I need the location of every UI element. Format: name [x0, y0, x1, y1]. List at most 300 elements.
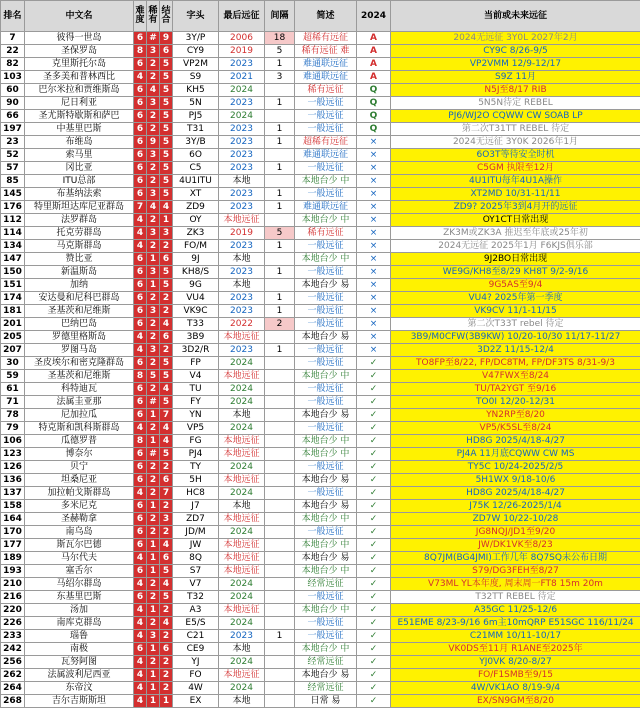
cell-rank: 123 — [1, 448, 25, 461]
cell-name: 南乌岛 — [25, 526, 134, 539]
cell-summary: 一般远征 — [295, 383, 357, 396]
cell-rank: 30 — [1, 357, 25, 370]
cell-name: 圣赫勒拿 — [25, 513, 134, 526]
cell-current-future: VP5/K5SL至8/24 — [391, 422, 640, 435]
cell-2024-mark: Q — [357, 110, 391, 123]
cell-summary: 本地台少 中 — [295, 214, 357, 227]
cell-rarity: 2 — [147, 357, 160, 370]
table-row — [1, 188, 640, 201]
table-row — [1, 357, 640, 370]
cell-summary: 本地台少 中 — [295, 175, 357, 188]
cell-2024-mark: ✓ — [357, 474, 391, 487]
cell-prefix: FP — [173, 357, 219, 370]
header-prefix: 字头 — [173, 1, 219, 32]
cell-difficulty: 6 — [134, 643, 147, 656]
cell-rank: 176 — [1, 201, 25, 214]
cell-interval — [265, 500, 295, 513]
cell-current-future: 2024无远征 3Y0K 2026年1月 — [391, 136, 640, 149]
cell-last-dxpedition: 2024 — [219, 656, 265, 669]
cell-summary: 一般远征 — [295, 487, 357, 500]
cell-rarity: 1 — [147, 565, 160, 578]
cell-2024-mark: × — [357, 292, 391, 305]
cell-2024-mark: A — [357, 71, 391, 84]
cell-last-dxpedition: 2024 — [219, 526, 265, 539]
cell-name: 圣保罗岛 — [25, 45, 134, 58]
cell-prefix: KH5 — [173, 84, 219, 97]
cell-rank: 242 — [1, 643, 25, 656]
cell-prefix: CE9 — [173, 643, 219, 656]
cell-current-future: ZD9? 2025年3到4月开的远征 — [391, 201, 640, 214]
cell-last-dxpedition: 本地远征 — [219, 331, 265, 344]
cell-rank: 136 — [1, 474, 25, 487]
cell-name: 圣基茨和尼维斯 — [25, 370, 134, 383]
table-row — [1, 253, 640, 266]
cell-prefix: 9J — [173, 253, 219, 266]
cell-combined: 5 — [160, 110, 173, 123]
header-last-dxpedition: 最后远征 — [219, 1, 265, 32]
cell-2024-mark: × — [357, 175, 391, 188]
cell-rarity: 1 — [147, 500, 160, 513]
cell-current-future: J75K 12/26-2025/1/4 — [391, 500, 640, 513]
cell-2024-mark: × — [357, 253, 391, 266]
cell-rank: 57 — [1, 162, 25, 175]
cell-interval — [265, 383, 295, 396]
cell-current-future: S79/DG3FEH至8/27 — [391, 565, 640, 578]
cell-prefix: TU — [173, 383, 219, 396]
cell-summary: 一般远征 — [295, 344, 357, 357]
cell-interval — [265, 110, 295, 123]
cell-current-future: CY9C 8/26-9/5 — [391, 45, 640, 58]
cell-rarity: 5 — [147, 370, 160, 383]
table-row — [1, 578, 640, 591]
cell-interval: 1 — [265, 240, 295, 253]
cell-last-dxpedition: 2023 — [219, 292, 265, 305]
cell-prefix: YJ — [173, 656, 219, 669]
cell-combined: 7 — [160, 409, 173, 422]
cell-difficulty: 6 — [134, 97, 147, 110]
table-row — [1, 279, 640, 292]
cell-2024-mark: × — [357, 305, 391, 318]
cell-rank: 71 — [1, 396, 25, 409]
cell-difficulty: 6 — [134, 526, 147, 539]
cell-rarity: 2 — [147, 110, 160, 123]
cell-2024-mark: ✓ — [357, 682, 391, 695]
cell-difficulty: 6 — [134, 149, 147, 162]
header-rarity: 稀有 — [147, 1, 160, 32]
cell-prefix: FG — [173, 435, 219, 448]
cell-summary: 本地台少 易 — [295, 500, 357, 513]
cell-interval: 5 — [265, 227, 295, 240]
table-row — [1, 604, 640, 617]
cell-rank: 78 — [1, 409, 25, 422]
cell-combined: 5 — [160, 370, 173, 383]
cell-name: 法罗群岛 — [25, 214, 134, 227]
cell-rank: 106 — [1, 435, 25, 448]
cell-last-dxpedition: 2023 — [219, 58, 265, 71]
cell-summary: 难通联远征 — [295, 149, 357, 162]
cell-name: 索马里 — [25, 149, 134, 162]
cell-difficulty: 6 — [134, 409, 147, 422]
cell-name: 尼加拉瓜 — [25, 409, 134, 422]
cell-combined: 5 — [160, 188, 173, 201]
cell-difficulty: 8 — [134, 370, 147, 383]
table-row — [1, 565, 640, 578]
cell-name: 科特迪瓦 — [25, 383, 134, 396]
cell-name: 圣多美和普林西比 — [25, 71, 134, 84]
cell-name: 加纳 — [25, 279, 134, 292]
table-row — [1, 591, 640, 604]
cell-last-dxpedition: 2024 — [219, 591, 265, 604]
cell-prefix: 5H — [173, 474, 219, 487]
cell-rarity: 2 — [147, 422, 160, 435]
cell-summary: 一般远征 — [295, 292, 357, 305]
table-row — [1, 695, 640, 708]
cell-rarity: 2 — [147, 383, 160, 396]
cell-difficulty: 6 — [134, 123, 147, 136]
cell-rarity: 1 — [147, 604, 160, 617]
cell-summary: 一般远征 — [295, 110, 357, 123]
cell-summary: 一般远征 — [295, 422, 357, 435]
cell-difficulty: 4 — [134, 552, 147, 565]
cell-current-future: JW/DK1VK至8/23 — [391, 539, 640, 552]
cell-rank: 262 — [1, 669, 25, 682]
cell-current-future: V73ML YL本年度, 周末周一FT8 15m 20m — [391, 578, 640, 591]
cell-name: 吉尔吉斯斯坦 — [25, 695, 134, 708]
cell-difficulty: 4 — [134, 344, 147, 357]
cell-prefix: 8Q — [173, 552, 219, 565]
cell-2024-mark: ✓ — [357, 695, 391, 708]
cell-prefix: S7 — [173, 565, 219, 578]
cell-difficulty: 6 — [134, 58, 147, 71]
cell-rank: 103 — [1, 71, 25, 84]
cell-rank: 112 — [1, 214, 25, 227]
cell-summary: 本地台少 中 — [295, 448, 357, 461]
cell-name: 塞舌尔 — [25, 565, 134, 578]
cell-2024-mark: ✓ — [357, 630, 391, 643]
cell-prefix: V7 — [173, 578, 219, 591]
cell-difficulty: 6 — [134, 474, 147, 487]
cell-rank: 216 — [1, 591, 25, 604]
cell-interval — [265, 409, 295, 422]
cell-rank: 147 — [1, 253, 25, 266]
cell-interval — [265, 149, 295, 162]
cell-last-dxpedition: 2023 — [219, 149, 265, 162]
cell-combined: 5 — [160, 84, 173, 97]
cell-difficulty: 4 — [134, 695, 147, 708]
cell-difficulty: 4 — [134, 227, 147, 240]
cell-interval — [265, 617, 295, 630]
cell-rank: 134 — [1, 240, 25, 253]
cell-rarity: 2 — [147, 578, 160, 591]
cell-2024-mark: ✓ — [357, 383, 391, 396]
cell-prefix: XT — [173, 188, 219, 201]
cell-2024-mark: ✓ — [357, 669, 391, 682]
cell-prefix: 4U1ITU — [173, 175, 219, 188]
cell-name: 尼日利亚 — [25, 97, 134, 110]
cell-rarity: 2 — [147, 656, 160, 669]
cell-rank: 151 — [1, 279, 25, 292]
cell-prefix: EX — [173, 695, 219, 708]
cell-rank: 137 — [1, 487, 25, 500]
cell-2024-mark: ✓ — [357, 461, 391, 474]
cell-interval — [265, 331, 295, 344]
cell-difficulty: 6 — [134, 175, 147, 188]
cell-2024-mark: A — [357, 45, 391, 58]
cell-interval — [265, 539, 295, 552]
cell-interval: 1 — [265, 344, 295, 357]
cell-interval — [265, 604, 295, 617]
cell-difficulty: 6 — [134, 396, 147, 409]
cell-2024-mark: × — [357, 240, 391, 253]
cell-last-dxpedition: 本地远征 — [219, 448, 265, 461]
cell-combined: 4 — [160, 422, 173, 435]
table-row — [1, 240, 640, 253]
cell-interval — [265, 513, 295, 526]
cell-summary: 本地台少 中 — [295, 253, 357, 266]
cell-rarity: 2 — [147, 591, 160, 604]
cell-difficulty: 6 — [134, 383, 147, 396]
cell-rarity: 3 — [147, 227, 160, 240]
cell-rarity: 2 — [147, 162, 160, 175]
cell-rarity: 3 — [147, 344, 160, 357]
cell-combined: 6 — [160, 45, 173, 58]
cell-rank: 7 — [1, 32, 25, 45]
table-row — [1, 344, 640, 357]
cell-last-dxpedition: 本地 — [219, 175, 265, 188]
cell-name: 加拉帕戈斯群岛 — [25, 487, 134, 500]
cell-current-future: C21MM 10/11-10/17 — [391, 630, 640, 643]
cell-name: 贝宁 — [25, 461, 134, 474]
table-row — [1, 227, 640, 240]
cell-interval — [265, 422, 295, 435]
cell-difficulty: 6 — [134, 279, 147, 292]
cell-difficulty: 6 — [134, 292, 147, 305]
cell-combined: 2 — [160, 240, 173, 253]
cell-combined: 4 — [160, 318, 173, 331]
cell-rarity: 2 — [147, 513, 160, 526]
cell-current-future: ZD7W 10/22-10/28 — [391, 513, 640, 526]
header-current-future: 当前或未来远征 — [391, 1, 640, 32]
cell-combined: 4 — [160, 617, 173, 630]
cell-prefix: VP2M — [173, 58, 219, 71]
cell-rank: 82 — [1, 58, 25, 71]
cell-combined: 3 — [160, 227, 173, 240]
cell-difficulty: 4 — [134, 240, 147, 253]
cell-current-future: TO0I 12/20-12/31 — [391, 396, 640, 409]
cell-last-dxpedition: 本地远征 — [219, 435, 265, 448]
table-row — [1, 175, 640, 188]
cell-rank: 174 — [1, 292, 25, 305]
table-row — [1, 682, 640, 695]
cell-name: 圣皮埃尔和密克隆群岛 — [25, 357, 134, 370]
cell-combined: 1 — [160, 214, 173, 227]
cell-name: 东基里巴斯 — [25, 591, 134, 604]
cell-name: 特克斯和凯科斯群岛 — [25, 422, 134, 435]
cell-rarity: 2 — [147, 474, 160, 487]
cell-last-dxpedition: 2023 — [219, 201, 265, 214]
cell-combined: 2 — [160, 292, 173, 305]
cell-rank: 207 — [1, 344, 25, 357]
cell-interval — [265, 396, 295, 409]
cell-rarity: 3 — [147, 97, 160, 110]
cell-summary: 一般远征 — [295, 630, 357, 643]
cell-combined: 5 — [160, 162, 173, 175]
cell-current-future: FO/F1SMB至9/15 — [391, 669, 640, 682]
cell-difficulty: 6 — [134, 461, 147, 474]
cell-prefix: KH8/S — [173, 266, 219, 279]
cell-current-future: E51EME 8/23-9/16 6m主10mQRP E51SGC 116/11/24 — [391, 617, 640, 630]
cell-rarity: 2 — [147, 487, 160, 500]
cell-rank: 22 — [1, 45, 25, 58]
cell-difficulty: 6 — [134, 357, 147, 370]
table-row — [1, 123, 640, 136]
cell-2024-mark: × — [357, 331, 391, 344]
cell-difficulty: 4 — [134, 422, 147, 435]
cell-2024-mark: ✓ — [357, 565, 391, 578]
cell-prefix: 3B9 — [173, 331, 219, 344]
table-row — [1, 370, 640, 383]
cell-rarity: 2 — [147, 617, 160, 630]
cell-2024-mark: Q — [357, 84, 391, 97]
table-row — [1, 97, 640, 110]
cell-last-dxpedition: 2023 — [219, 162, 265, 175]
cell-interval — [265, 552, 295, 565]
cell-summary: 经常远征 — [295, 578, 357, 591]
cell-summary: 一般远征 — [295, 240, 357, 253]
cell-last-dxpedition: 2021 — [219, 71, 265, 84]
table-row — [1, 71, 640, 84]
cell-summary: 难通联远征 — [295, 201, 357, 214]
table-row — [1, 643, 640, 656]
cell-current-future: TY5C 10/24-2025/2/5 — [391, 461, 640, 474]
cell-summary: 一般远征 — [295, 266, 357, 279]
cell-2024-mark: × — [357, 214, 391, 227]
cell-rank: 60 — [1, 84, 25, 97]
cell-rarity: 2 — [147, 58, 160, 71]
cell-interval — [265, 84, 295, 97]
cell-interval — [265, 448, 295, 461]
cell-2024-mark: ✓ — [357, 500, 391, 513]
table-row — [1, 669, 640, 682]
cell-2024-mark: ✓ — [357, 357, 391, 370]
cell-prefix: HC8 — [173, 487, 219, 500]
cell-difficulty: 4 — [134, 669, 147, 682]
cell-current-future: PJ4A 11月底CQWW CW MS — [391, 448, 640, 461]
cell-prefix: PJ5 — [173, 110, 219, 123]
cell-current-future: XT2MD 10/31-11/11 — [391, 188, 640, 201]
cell-last-dxpedition: 本地 — [219, 500, 265, 513]
cell-rank: 197 — [1, 123, 25, 136]
cell-combined: 2 — [160, 500, 173, 513]
cell-difficulty: 6 — [134, 500, 147, 513]
cell-difficulty: 6 — [134, 591, 147, 604]
table-row — [1, 474, 640, 487]
cell-interval — [265, 565, 295, 578]
cell-combined: 5 — [160, 71, 173, 84]
cell-last-dxpedition: 2023 — [219, 305, 265, 318]
cell-summary: 本地台少 易 — [295, 669, 357, 682]
cell-combined: 5 — [160, 136, 173, 149]
cell-current-future: TO8FP至8/22, FP/DC8TM, FP/DF3TS 8/31-9/3 — [391, 357, 640, 370]
cell-name: 赞比亚 — [25, 253, 134, 266]
cell-combined: 2 — [160, 682, 173, 695]
table-row — [1, 448, 640, 461]
cell-current-future: 第二次T31TT REBEL 待定 — [391, 123, 640, 136]
cell-name: 巴纳巴岛 — [25, 318, 134, 331]
cell-rarity: 1 — [147, 695, 160, 708]
cell-difficulty: 4 — [134, 487, 147, 500]
cell-prefix: VU4 — [173, 292, 219, 305]
table-row — [1, 305, 640, 318]
cell-current-future: JG8NQJ/JD1至9/20 — [391, 526, 640, 539]
cell-last-dxpedition: 2023 — [219, 188, 265, 201]
cell-rarity: 2 — [147, 175, 160, 188]
table-row — [1, 396, 640, 409]
cell-2024-mark: ✓ — [357, 604, 391, 617]
cell-2024-mark: ✓ — [357, 578, 391, 591]
table-row — [1, 84, 640, 97]
cell-difficulty: 6 — [134, 448, 147, 461]
cell-rank: 90 — [1, 97, 25, 110]
cell-rank: 170 — [1, 526, 25, 539]
cell-rarity: 1 — [147, 253, 160, 266]
header-summary: 简述 — [295, 1, 357, 32]
cell-last-dxpedition: 2024 — [219, 422, 265, 435]
cell-summary: 一般远征 — [295, 396, 357, 409]
cell-rarity: # — [147, 32, 160, 45]
cell-rarity: 1 — [147, 435, 160, 448]
cell-difficulty: 6 — [134, 253, 147, 266]
cell-summary: 本地台少 中 — [295, 539, 357, 552]
cell-prefix: C5 — [173, 162, 219, 175]
cell-last-dxpedition: 2024 — [219, 461, 265, 474]
cell-2024-mark: × — [357, 279, 391, 292]
cell-current-future: V47FWX至8/24 — [391, 370, 640, 383]
cell-interval: 1 — [265, 162, 295, 175]
cell-last-dxpedition: 本地远征 — [219, 370, 265, 383]
cell-prefix: YN — [173, 409, 219, 422]
cell-prefix: T31 — [173, 123, 219, 136]
cell-prefix: VK9C — [173, 305, 219, 318]
header-2024: 2024 — [357, 1, 391, 32]
cell-name: 罗图马岛 — [25, 344, 134, 357]
cell-rarity: 1 — [147, 682, 160, 695]
cell-rank: 205 — [1, 331, 25, 344]
cell-rarity: 2 — [147, 331, 160, 344]
cell-difficulty: 4 — [134, 331, 147, 344]
cell-summary: 本地台少 易 — [295, 552, 357, 565]
cell-prefix: A3 — [173, 604, 219, 617]
cell-2024-mark: ✓ — [357, 435, 391, 448]
cell-rarity: 1 — [147, 643, 160, 656]
cell-name: 瑙鲁 — [25, 630, 134, 643]
cell-prefix: J7 — [173, 500, 219, 513]
cell-current-future: VK0DS至11月 R1ANE至2025年 — [391, 643, 640, 656]
cell-interval — [265, 370, 295, 383]
cell-prefix: FO/M — [173, 240, 219, 253]
cell-rarity: 3 — [147, 305, 160, 318]
cell-interval — [265, 695, 295, 708]
table-row — [1, 409, 640, 422]
cell-interval: 2 — [265, 318, 295, 331]
cell-rank: 226 — [1, 617, 25, 630]
cell-interval — [265, 214, 295, 227]
cell-difficulty: 4 — [134, 71, 147, 84]
cell-rarity: 1 — [147, 669, 160, 682]
cell-name: 托克劳群岛 — [25, 227, 134, 240]
table-row — [1, 422, 640, 435]
cell-prefix: TY — [173, 461, 219, 474]
